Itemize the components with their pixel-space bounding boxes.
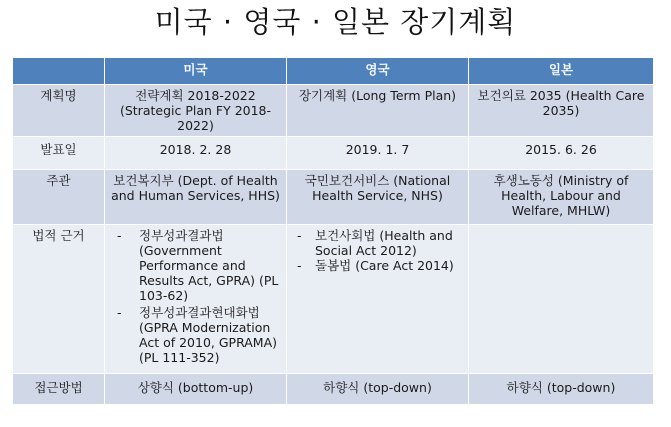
header-uk: 영국 xyxy=(287,58,469,85)
cell-organizer-jp: 후생노동성 (Ministry of Health, Labour and Welfare, MHLW) xyxy=(469,170,654,225)
cell-plan-name-us: 전략계획 2018-2022 (Strategic Plan FY 2018-2022) xyxy=(105,85,287,137)
header-corner xyxy=(13,58,105,85)
list-item xyxy=(113,305,280,365)
header-us: 미국 xyxy=(105,58,287,85)
header-row xyxy=(13,58,654,85)
row-release-date xyxy=(13,137,654,170)
row-organizer xyxy=(13,170,654,225)
row-legal-basis xyxy=(13,225,654,374)
law-text: 돌봄법 (Care Act 2014) xyxy=(315,258,454,273)
list-item xyxy=(113,228,280,303)
cell-approach-jp: 하향식 (top-down) xyxy=(469,374,654,405)
row-label-approach: 접근방법 xyxy=(13,374,105,405)
cell-legal-basis-us xyxy=(105,225,287,374)
list-dash: - xyxy=(117,228,122,243)
cell-plan-name-uk: 장기계획 (Long Term Plan) xyxy=(287,85,469,137)
comparison-table xyxy=(12,57,654,405)
list-item xyxy=(295,258,462,273)
legal-basis-us-list xyxy=(113,228,280,365)
list-dash: - xyxy=(297,228,302,243)
header-jp: 일본 xyxy=(469,58,654,85)
list-dash: - xyxy=(117,305,122,320)
cell-organizer-us: 보건복지부 (Dept. of Health and Human Services, HHS) xyxy=(105,170,287,225)
cell-release-date-us: 2018. 2. 28 xyxy=(105,137,287,170)
law-text: 정부성과결과현대화법 (GPRA Modernization Act of 2010, GPRAMA) (PL 111-352) xyxy=(139,305,278,365)
cell-approach-us: 상향식 (bottom-up) xyxy=(105,374,287,405)
row-approach xyxy=(13,374,654,405)
list-item xyxy=(295,228,462,258)
cell-plan-name-jp: 보건의료 2035 (Health Care 2035) xyxy=(469,85,654,137)
cell-legal-basis-jp xyxy=(469,225,654,374)
cell-release-date-uk: 2019. 1. 7 xyxy=(287,137,469,170)
row-label-organizer: 주관 xyxy=(13,170,105,225)
cell-release-date-jp: 2015. 6. 26 xyxy=(469,137,654,170)
row-label-release-date: 발표일 xyxy=(13,137,105,170)
law-text: 보건사회법 (Health and Social Act 2012) xyxy=(315,228,453,258)
row-label-legal-basis: 법적 근거 xyxy=(13,225,105,374)
legal-basis-uk-list xyxy=(295,228,462,273)
cell-organizer-uk: 국민보건서비스 (National Health Service, NHS) xyxy=(287,170,469,225)
row-label-plan-name: 계획명 xyxy=(13,85,105,137)
row-plan-name xyxy=(13,85,654,137)
law-text: 정부성과결과법 (Government Performance and Results Act, GPRA) (PL 103-62) xyxy=(139,228,279,303)
slide-title: 미국 · 영국 · 일본 장기계획 xyxy=(154,5,517,39)
cell-approach-uk: 하향식 (top-down) xyxy=(287,374,469,405)
cell-legal-basis-uk xyxy=(287,225,469,374)
list-dash: - xyxy=(297,258,302,273)
